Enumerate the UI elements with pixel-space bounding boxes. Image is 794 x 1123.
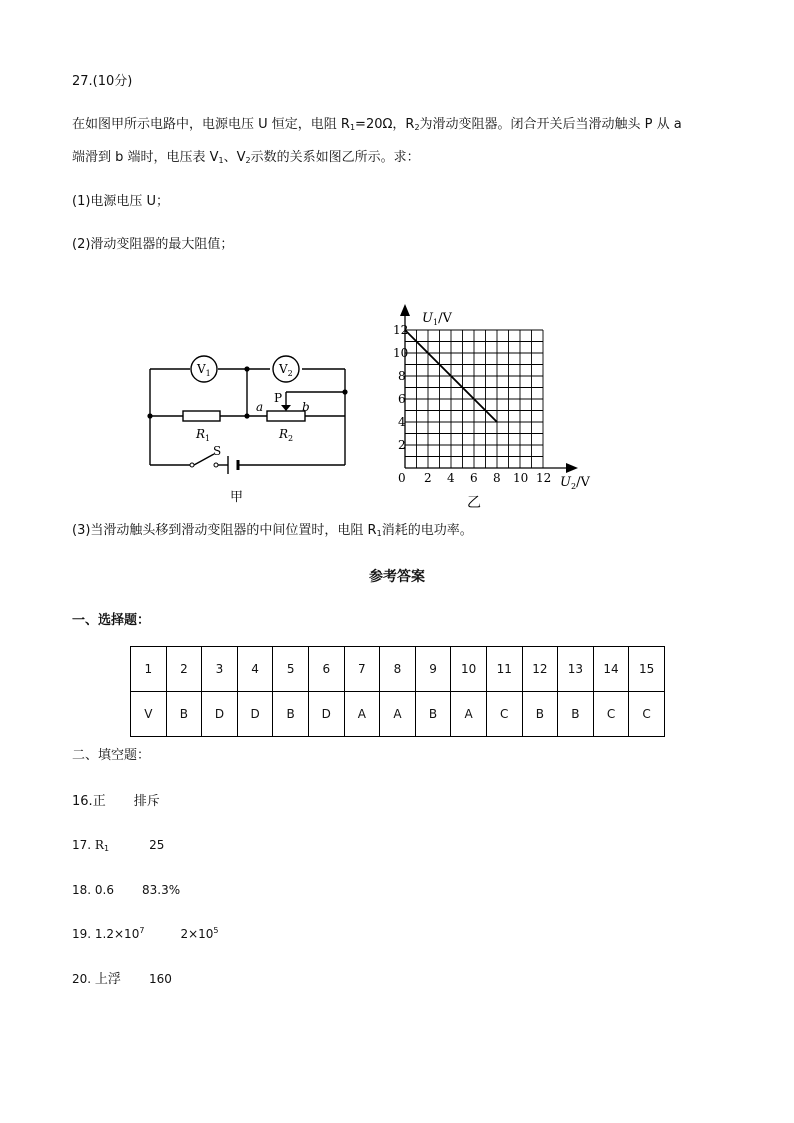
circuit-diagram <box>140 325 365 505</box>
mc-answer-table <box>130 646 665 737</box>
x-tick-label: 2 <box>424 471 432 485</box>
table-cell-number: 2 <box>166 647 202 692</box>
sub-question-2: (2)滑动变阻器的最大阻值； <box>72 237 234 252</box>
r2-label: $R_2$ <box>279 427 294 443</box>
table-cell-number: 15 <box>629 647 665 692</box>
slider-p-label: P <box>274 391 283 405</box>
r1-label: $R_1$ <box>196 427 211 443</box>
table-cell-answer: A <box>380 692 416 737</box>
slider-arrow-icon <box>281 405 291 411</box>
table-cell-answer: D <box>237 692 273 737</box>
battery-icon <box>228 456 238 474</box>
table-cell-number: 8 <box>380 647 416 692</box>
x-tick-label: 12 <box>536 471 552 485</box>
table-cell-number: 4 <box>237 647 273 692</box>
table-cell-number: 3 <box>202 647 238 692</box>
y-tick-label: 10 <box>393 346 409 360</box>
x-axis-arrow-icon <box>566 463 578 473</box>
table-cell-number: 12 <box>522 647 558 692</box>
x-tick-label: 10 <box>513 471 529 485</box>
terminal-a-label: a <box>256 400 264 414</box>
table-cell-answer: B <box>558 692 594 737</box>
x-tick-label: 4 <box>447 471 455 485</box>
table-cell-number: 6 <box>308 647 344 692</box>
table-cell-number: 9 <box>415 647 451 692</box>
answer-18: 18. 0.6 83.3% <box>72 883 181 897</box>
table-cell-number: 1 <box>131 647 167 692</box>
table-cell-answer: A <box>451 692 487 737</box>
table-cell-answer: D <box>202 692 238 737</box>
answers-heading: 参考答案 <box>369 569 425 585</box>
table-cell-number: 10 <box>451 647 487 692</box>
table-cell-answer: D <box>308 692 344 737</box>
sub-question-3: (3)当滑动触头移到滑动变阻器的中间位置时，电阻 $R_1$消耗的电功率。 <box>72 523 473 538</box>
y-tick-label: 8 <box>398 369 406 383</box>
table-cell-answer: V <box>131 692 167 737</box>
table-cell-number: 5 <box>273 647 309 692</box>
x-tick-label: 8 <box>493 471 501 485</box>
graph-caption: 乙 <box>467 495 481 511</box>
table-cell-number: 14 <box>593 647 629 692</box>
table-cell-answer: B <box>166 692 202 737</box>
question-number: 27.(10分) <box>72 74 133 89</box>
table-cell-answer: B <box>273 692 309 737</box>
answer-19: 19. $1.2\times 10^7$ $2\times 10^5$ <box>72 926 219 941</box>
u1-u2-graph <box>380 300 605 515</box>
x-axis-label: $U_2/V$ <box>560 475 590 491</box>
y-tick-label: 6 <box>398 392 406 406</box>
table-cell-answer: B <box>522 692 558 737</box>
table-row <box>131 647 665 692</box>
table-cell-number: 13 <box>558 647 594 692</box>
y-axis-label: $U_1/V$ <box>422 311 452 327</box>
resistor-r2-icon <box>267 411 305 421</box>
table-cell-number: 11 <box>486 647 522 692</box>
question-stem-line1: 在如图甲所示电路中，电源电压 U 恒定，电阻 $R_1=20\Omega$，$R_2$为滑动变阻器。闭合开关后当滑动触头 P 从 a <box>72 117 682 132</box>
switch-s-label: S <box>213 444 222 458</box>
sub-question-1: (1)电源电压 U； <box>72 194 170 209</box>
answer-20: 20. 上浮 160 <box>72 972 172 987</box>
table-row <box>131 692 665 737</box>
section-fill-blank: 二、填空题： <box>72 748 151 763</box>
table-cell-number: 7 <box>344 647 380 692</box>
table-cell-answer: B <box>415 692 451 737</box>
answer-17: 17. $R_1$ 25 <box>72 838 165 853</box>
v2-label: $V_2$ <box>279 362 293 378</box>
y-tick-label: 12 <box>393 323 409 337</box>
table-cell-answer: A <box>344 692 380 737</box>
v1-label: $V_1$ <box>197 362 211 378</box>
question-stem-line2: 端滑到 b 端时，电压表 $V_1$、$V_2$示数的关系如图乙所示。求： <box>72 150 420 165</box>
table-cell-answer: C <box>486 692 522 737</box>
x-tick-label: 6 <box>470 471 478 485</box>
y-tick-label: 2 <box>398 438 406 452</box>
y-tick-label: 4 <box>398 415 406 429</box>
answer-16: 16.正 排斥 <box>72 794 160 809</box>
resistor-r1-icon <box>183 411 220 421</box>
table-cell-answer: C <box>593 692 629 737</box>
circuit-caption: 甲 <box>230 490 244 505</box>
terminal-b-label: b <box>302 400 310 414</box>
table-cell-answer: C <box>629 692 665 737</box>
x-tick-label: 0 <box>398 471 406 485</box>
section-multiple-choice: 一、选择题： <box>72 613 151 628</box>
y-axis-arrow-icon <box>400 304 410 316</box>
